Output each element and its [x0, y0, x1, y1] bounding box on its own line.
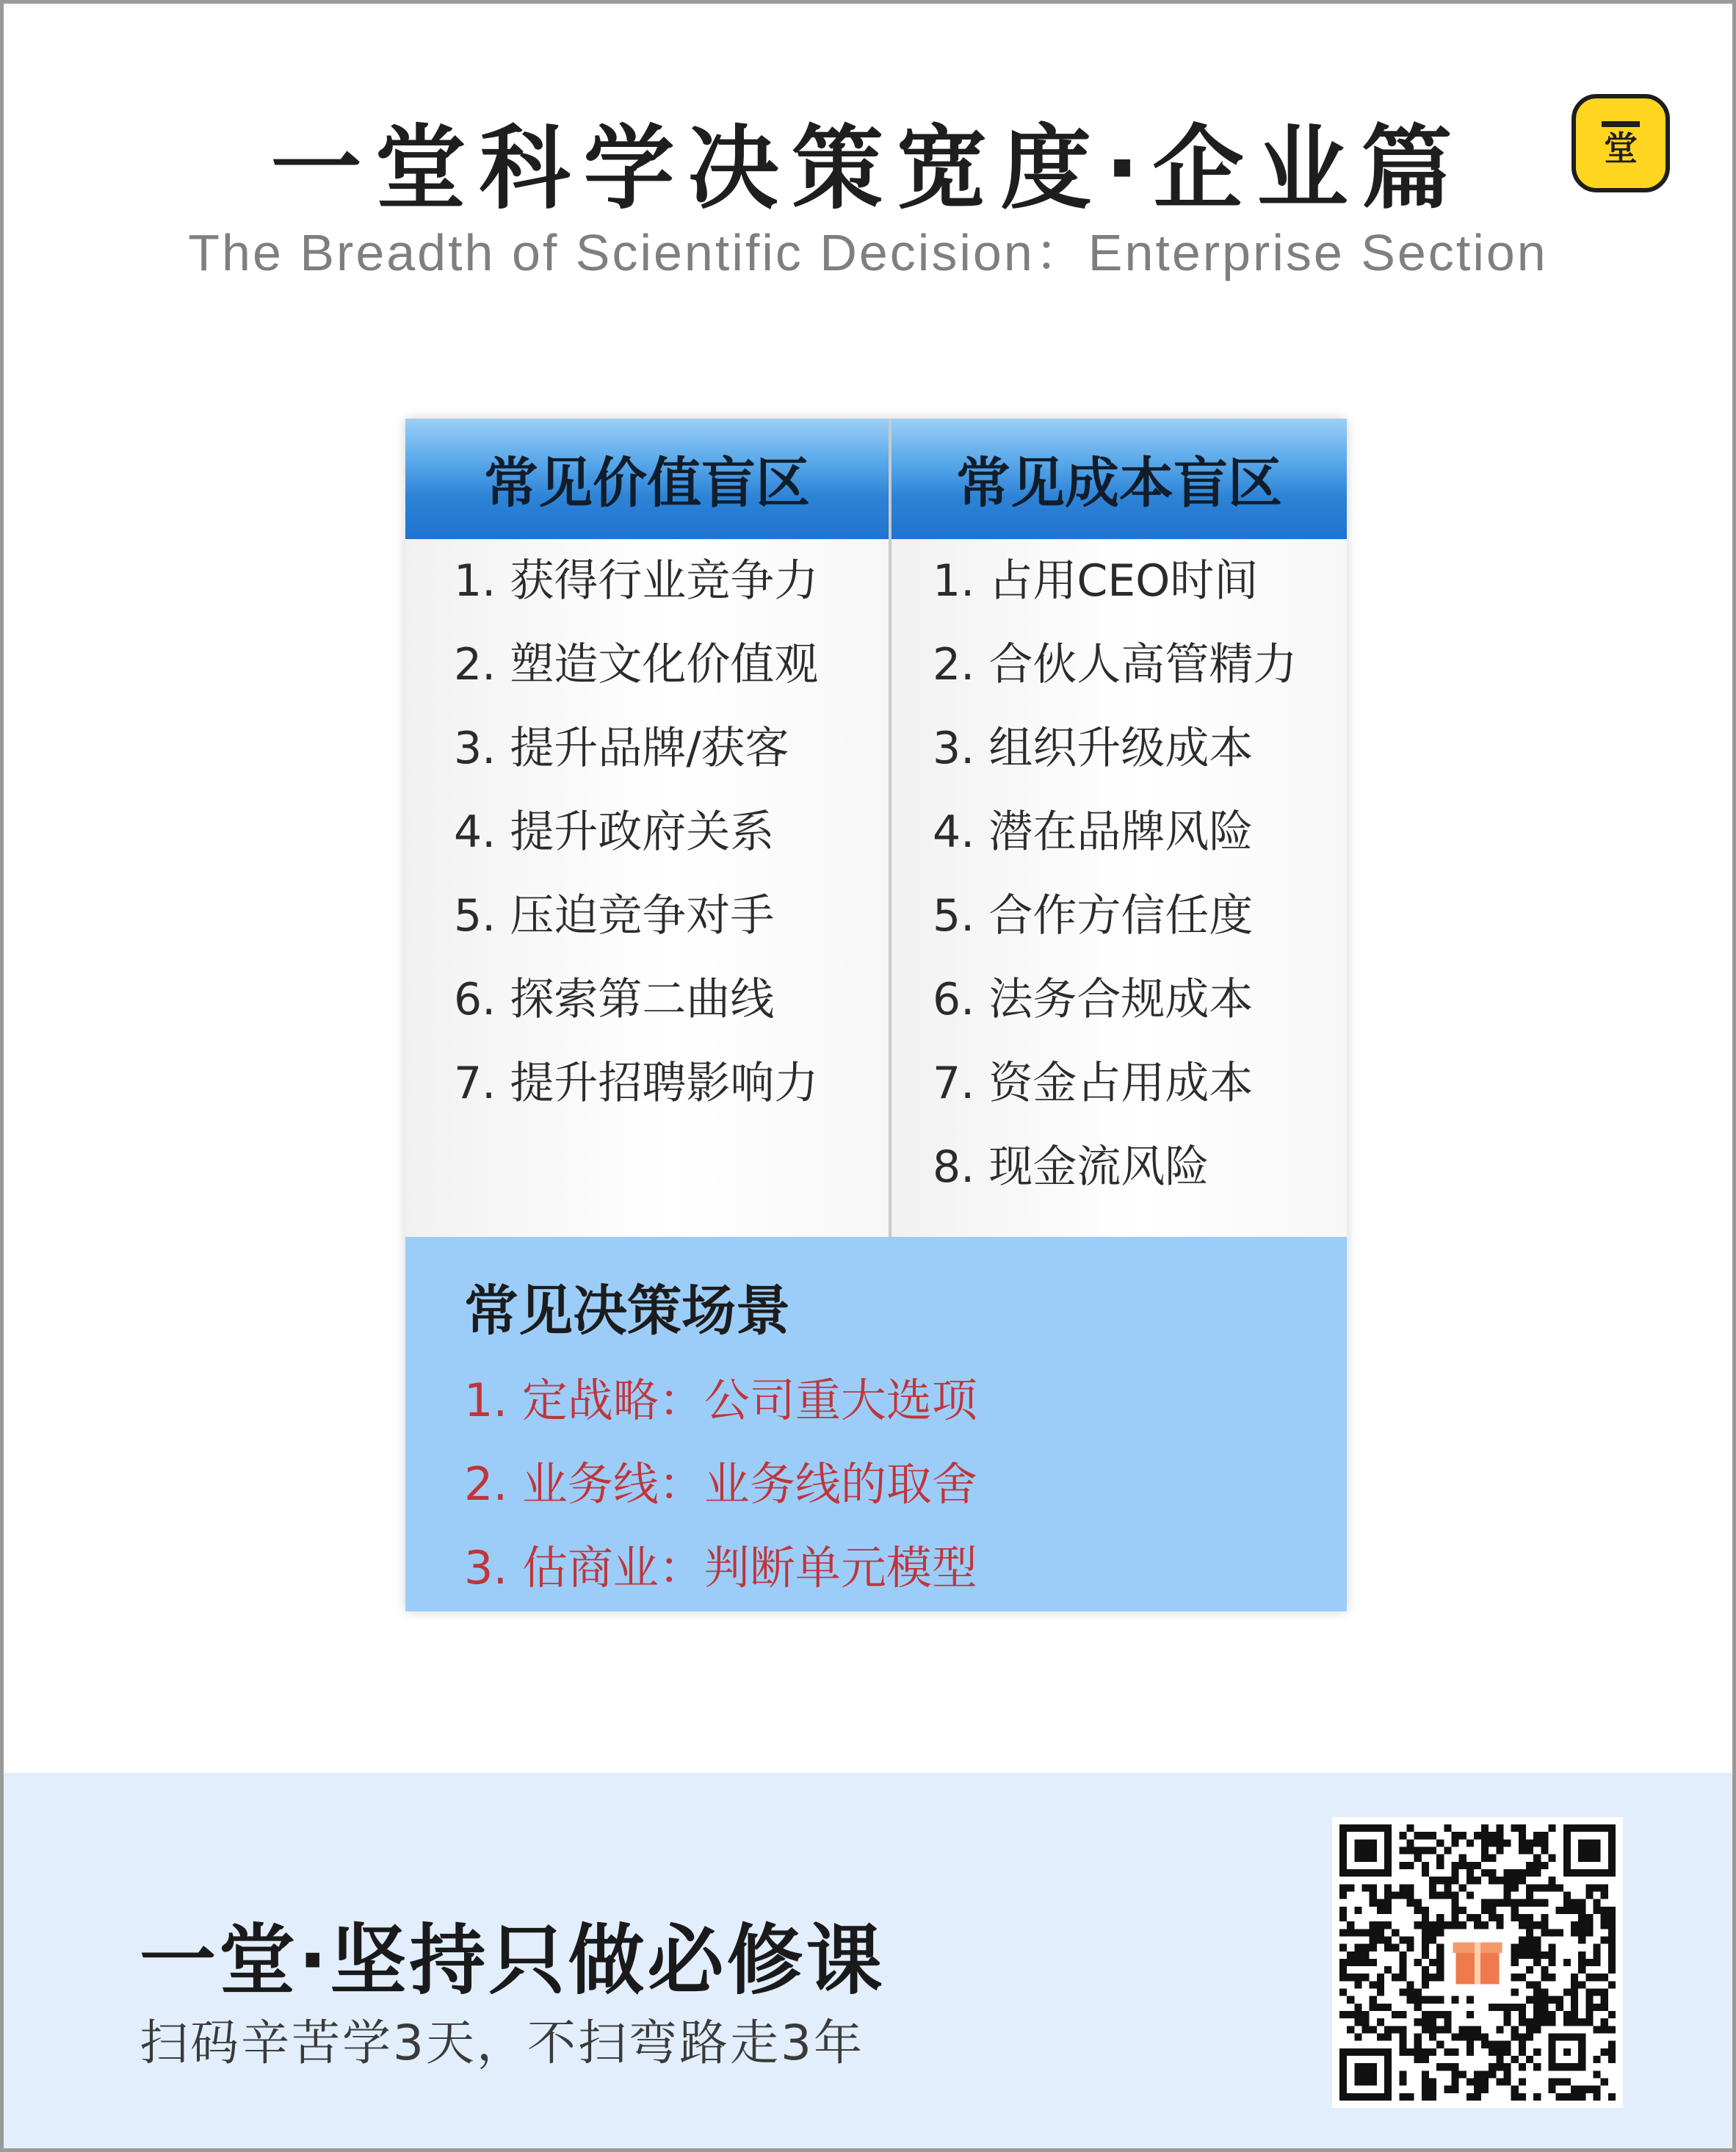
value-blind-spots-column [405, 539, 889, 1288]
list-item: 5. 合作方信任度 [933, 890, 1254, 942]
cost-blind-spots-heading: 常见成本盲区 [891, 419, 1347, 539]
yitang-logo [1572, 94, 1670, 192]
logo-char: 堂 [1604, 129, 1638, 168]
page-subtitle: The Breadth of Scientific Decision：Enterprise Section [188, 224, 1548, 281]
qr-code[interactable] [1332, 1817, 1623, 2108]
list-item: 1. 定战略：公司重大选项 [464, 1373, 977, 1427]
list-item: 8. 现金流风险 [933, 1141, 1209, 1193]
list-item: 1. 获得行业竞争力 [454, 555, 819, 607]
footer-tagline: 扫码辛苦学3天，不扫弯路走3年 [140, 2015, 864, 2071]
gift-icon [1451, 1936, 1503, 1988]
scenarios-list [464, 1359, 977, 1610]
list-item: 6. 探索第二曲线 [454, 974, 775, 1025]
value-blind-spots-list [454, 539, 818, 1125]
logo-line-icon [1602, 121, 1640, 127]
cost-blind-spots-list [933, 539, 1297, 1209]
list-item: 5. 压迫竞争对手 [454, 890, 775, 942]
list-item: 2. 业务线：业务线的取舍 [464, 1457, 977, 1511]
list-item: 6. 法务合规成本 [933, 974, 1254, 1025]
list-item: 4. 提升政府关系 [454, 806, 775, 858]
list-item: 7. 资金占用成本 [933, 1058, 1254, 1109]
list-item: 3. 组织升级成本 [933, 723, 1254, 774]
list-item: 3. 估商业：判断单元模型 [464, 1541, 977, 1595]
list-item: 7. 提升招聘影响力 [454, 1058, 819, 1109]
qr-code-icon [1339, 1824, 1616, 2101]
scenarios-heading: 常见决策场景 [464, 1279, 790, 1343]
cost-blind-spots-column [891, 539, 1347, 1288]
list-item: 2. 合伙人高管精力 [933, 639, 1298, 690]
list-item: 2. 塑造文化价值观 [454, 639, 819, 690]
list-item: 3. 提升品牌/获客 [454, 723, 789, 774]
footer-slogan: 一堂·坚持只做必修课 [140, 1916, 886, 2005]
list-item: 4. 潜在品牌风险 [933, 806, 1254, 858]
column-divider [889, 419, 891, 1288]
blind-spot-table [405, 419, 1347, 1611]
value-blind-spots-heading: 常见价值盲区 [405, 419, 889, 539]
list-item: 1. 占用CEO时间 [933, 555, 1259, 607]
page-title: 一堂科学决策宽度·企业篇 [270, 116, 1466, 222]
